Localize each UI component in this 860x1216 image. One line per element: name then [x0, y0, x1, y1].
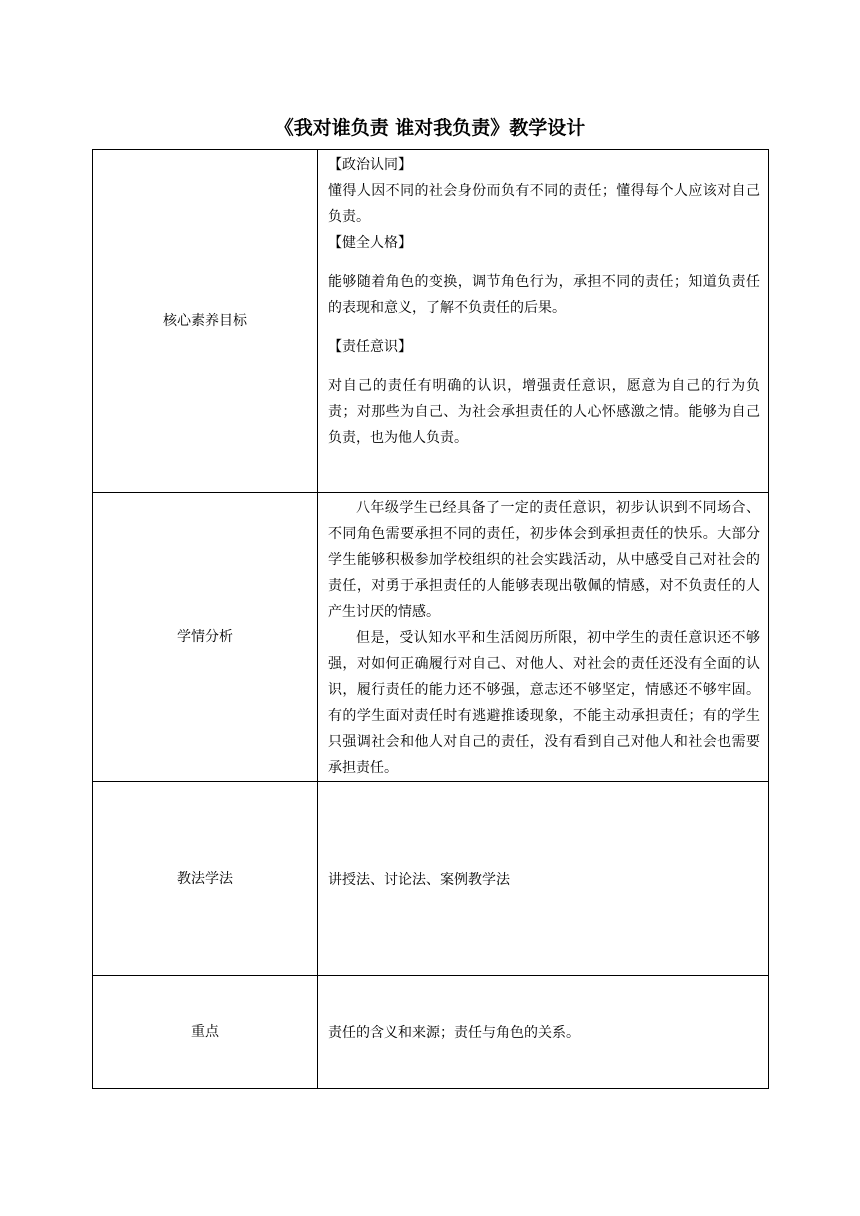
table-row: [93, 976, 769, 1089]
section-heading-sound-personality: 【健全人格】: [328, 235, 412, 251]
lesson-plan-table: [92, 149, 769, 1089]
table-row: [93, 150, 769, 493]
section-heading-responsibility-awareness: 【责任意识】: [328, 339, 412, 355]
row-label-student-analysis: 学情分析: [93, 493, 318, 782]
section-heading-political-identity: 【政治认同】: [328, 157, 412, 173]
key-points-content: 责任的含义和来源；责任与角色的关系。: [318, 976, 769, 1089]
student-analysis-paragraph-1: 八年级学生已经具备了一定的责任意识，初步认识到不同场合、不同角色需要承担不同的责任，初步体会到承担责任的快乐。大部分学生能够积极参加学校组织的社会实践活动，从中感受自己对社会的责任，对勇于承担责任的人能够表现出敬佩的情感，对不负责任的人产生讨厌的情感。: [328, 500, 760, 620]
table-row: [93, 782, 769, 976]
student-analysis-content: [318, 493, 769, 782]
core-competency-content: [318, 150, 769, 493]
table-row: [93, 493, 769, 782]
section-text-responsibility-awareness: 对自己的责任有明确的认识，增强责任意识，愿意为自己的行为负责；对那些为自己、为社会承担责任的人心怀感激之情。能够为自己负责，也为他人负责。: [328, 378, 760, 446]
row-label-key-points: 重点: [93, 976, 318, 1089]
student-analysis-paragraph-2: 但是，受认知水平和生活阅历所限，初中学生的责任意识还不够强，对如何正确履行对自己、对他人、对社会的责任还没有全面的认识，履行责任的能力还不够强，意志还不够坚定，情感还不够牢固。有的学生面对责任时有逃避推诿现象，不能主动承担责任；有的学生只强调社会和他人对自己的责任，没有看到自己对他人和社会也需要承担责任。: [328, 630, 760, 776]
document-title: 《我对谁负责 谁对我负责》教学设计: [274, 117, 586, 139]
section-text-sound-personality: 能够随着角色的变换，调节角色行为，承担不同的责任；知道负责任的表现和意义，了解不负责任的后果。: [328, 274, 760, 316]
teaching-methods-content: 讲授法、讨论法、案例教学法: [318, 782, 769, 976]
row-label-teaching-methods: 教法学法: [93, 782, 318, 976]
row-label-core-competency: 核心素养目标: [93, 150, 318, 493]
section-text-political-identity: 懂得人因不同的社会身份而负有不同的责任；懂得每个人应该对自己负责。: [328, 183, 760, 225]
